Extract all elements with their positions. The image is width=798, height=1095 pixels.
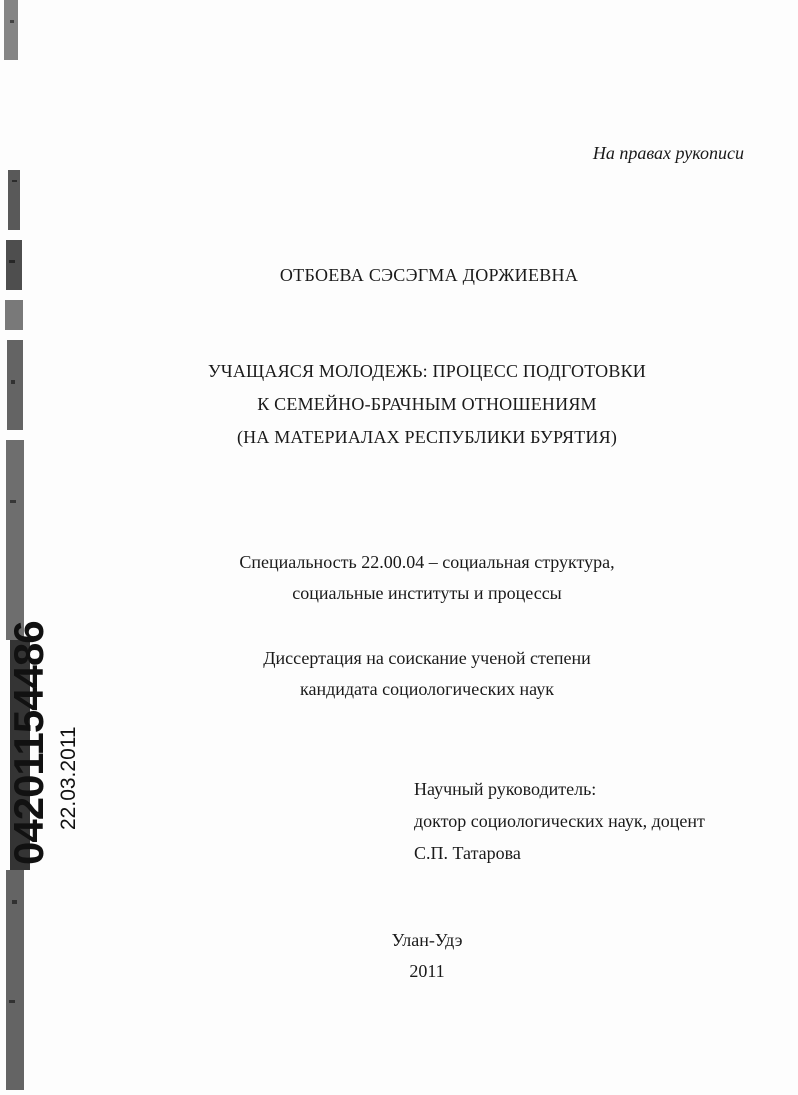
title-line: УЧАЩАЯСЯ МОЛОДЕЖЬ: ПРОЦЕСС ПОДГОТОВКИ: [207, 361, 646, 381]
supervisor-label: Научный руководитель:: [414, 779, 597, 799]
city: Улан-Удэ: [391, 930, 463, 950]
specialty-line: Специальность 22.00.04 – социальная структура,: [239, 552, 615, 572]
supervisor-block: [414, 773, 705, 869]
author-name: ОТБОЕВА СЭСЭГМА ДОРЖИЕВНА: [279, 265, 579, 285]
degree-line: кандидата социологических наук: [300, 679, 554, 699]
supervisor-name: С.П. Татарова: [414, 843, 521, 863]
scan-edge-noise: [0, 0, 30, 1095]
stamp-date: 22.03.2011: [57, 726, 80, 830]
manuscript-note: На правах рукописи: [592, 143, 744, 163]
stamp-number: 04201154486: [5, 621, 52, 865]
year: 2011: [409, 961, 445, 981]
supervisor-degree: доктор социологических наук, доцент: [414, 811, 705, 831]
degree-line: Диссертация на соискание ученой степени: [263, 648, 591, 668]
title-line: (НА МАТЕРИАЛАХ РЕСПУБЛИКИ БУРЯТИЯ): [236, 427, 618, 447]
specialty-line: социальные институты и процессы: [292, 583, 562, 603]
title-line: К СЕМЕЙНО-БРАЧНЫМ ОТНОШЕНИЯМ: [257, 394, 597, 414]
